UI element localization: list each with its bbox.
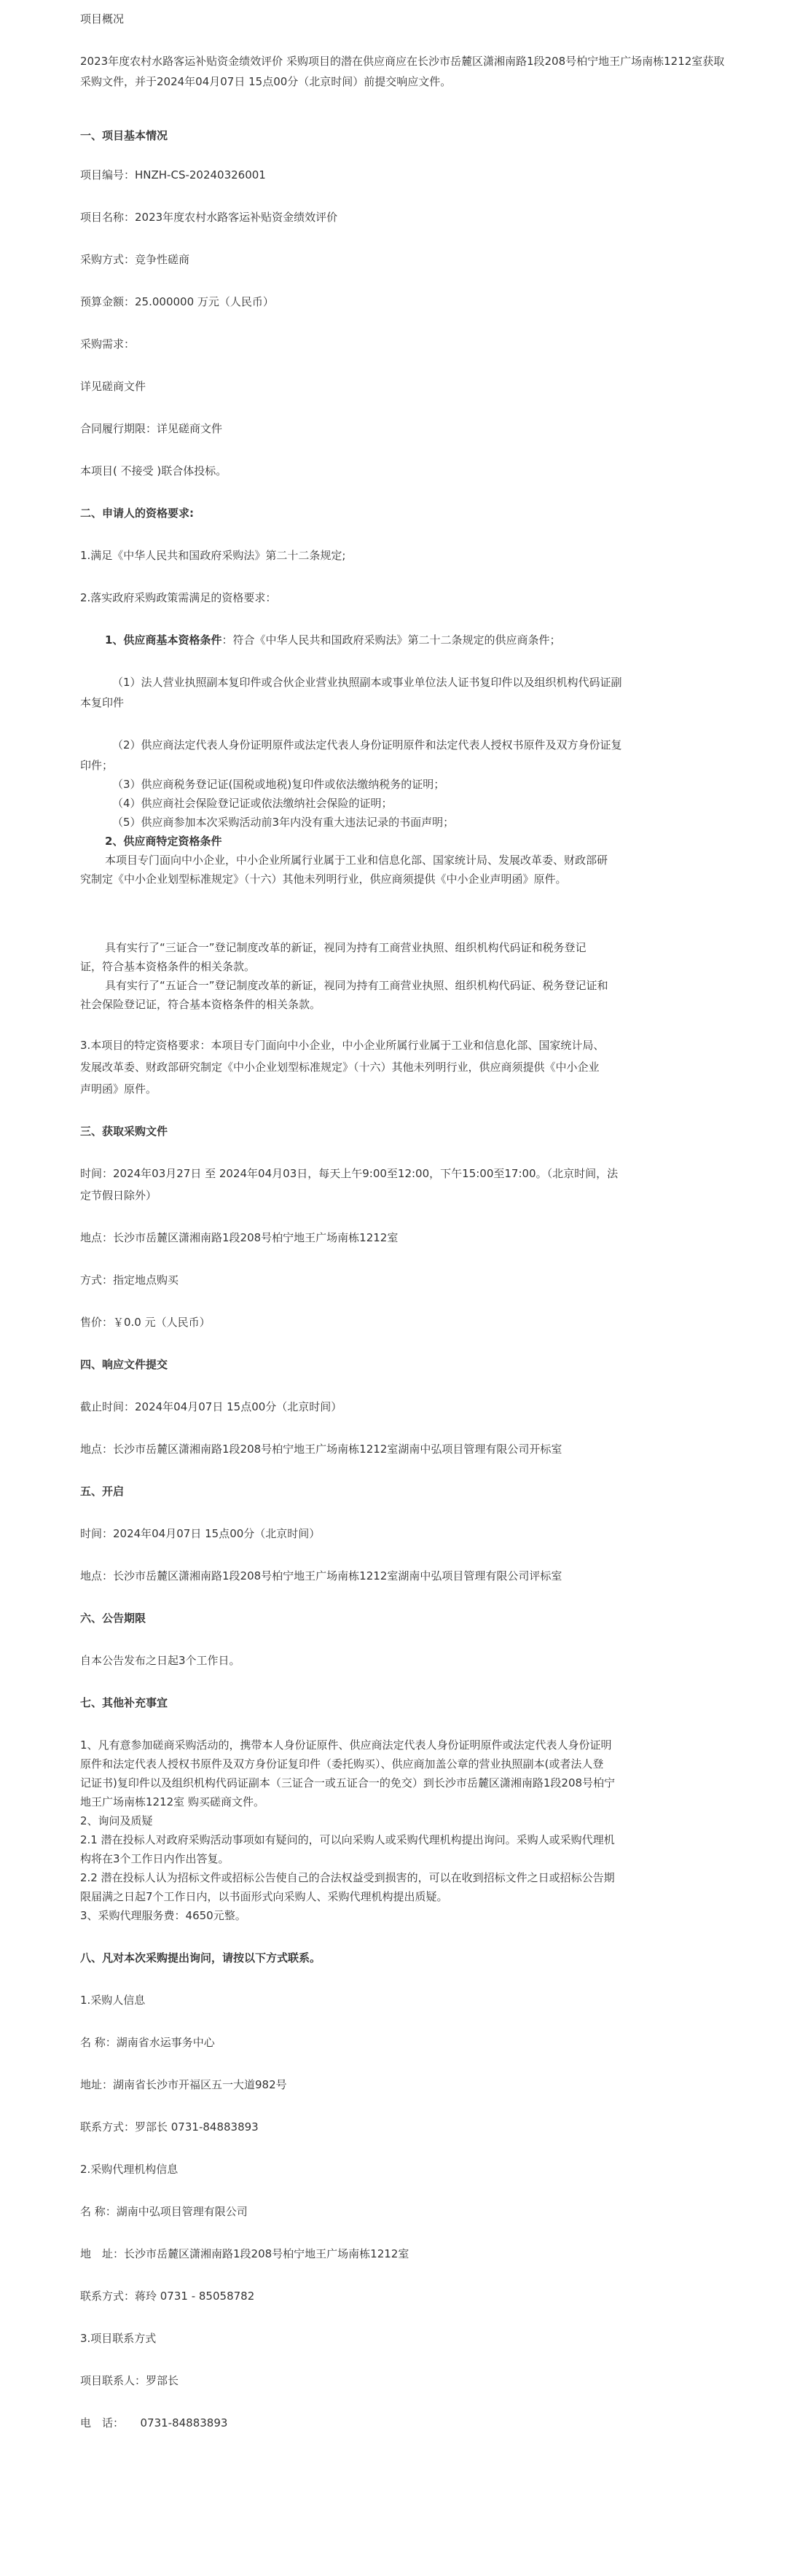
qual-item-2a: （2）供应商法定代表人身份证明原件或法定代表人身份证明原件和法定代表人授权书原件及双方身份证复 bbox=[112, 738, 622, 752]
requirement-1: 1.满足《中华人民共和国政府采购法》第二十二条规定; bbox=[80, 549, 346, 562]
overview-intro: 2023年度农村水路客运补贴资金绩效评价 采购项目的潜在供应商应在长沙市岳麓区潇湘南路1段208号柏宁地王广场南栋1212室获取采购文件，并于2024年04月07日 15点00分（北京时间）前提交响应文件。 bbox=[80, 55, 725, 88]
supplement-2-2b: 限届满之日起7个工作日内，以书面形式向采购人、采购代理机构提出质疑。 bbox=[80, 1890, 448, 1903]
qual-item-2b: 印件； bbox=[80, 759, 114, 772]
buyer-contact: 联系方式：罗部长 0731-84883893 bbox=[80, 2120, 259, 2134]
section2-title: 二、申请人的资格要求: bbox=[80, 507, 194, 520]
basic-qualification bbox=[105, 630, 560, 650]
requirement-2: 2.落实政府采购政策需满足的资格要求： bbox=[80, 591, 277, 604]
supplement-2-1a: 2.1 潜在投标人对政府采购活动事项如有疑问的，可以向采购人或采购代理机构提出询问。采购人或采购代理机 bbox=[80, 1833, 615, 1846]
section6-title: 六、公告期限 bbox=[80, 1612, 146, 1625]
section7-title: 七、其他补充事宜 bbox=[80, 1696, 168, 1709]
consortium-note: 本项目( 不接受 )联合体投标。 bbox=[80, 464, 227, 477]
five-in-one-a: 具有实行了“五证合一”登记制度改革的新证，视同为持有工商营业执照、组织机构代码证、税务登记证和 bbox=[105, 979, 608, 992]
agent-name: 名 称：湖南中弘项目管理有限公司 bbox=[80, 2205, 248, 2218]
specific-qualification-a: 本项目专门面向中小企业，中小企业所属行业属于工业和信息化部、国家统计局、发展改革委、财政部研 bbox=[105, 854, 608, 867]
project-contact-heading: 3.项目联系方式 bbox=[80, 2332, 157, 2345]
project-contact-phone: 电 话： 0731-84883893 bbox=[80, 2416, 228, 2429]
requirement-3b: 发展改革委、财政部研究制定《中小企业划型标准规定》（十六）其他未列明行业，供应商须提供《中小企业 bbox=[80, 1061, 600, 1074]
agent-contact: 联系方式：蒋玲 0731 - 85058782 bbox=[80, 2290, 255, 2303]
obtain-time-a: 时间：2024年03月27日 至 2024年04月03日，每天上午9:00至12:00，下午15:00至17:00。（北京时间，法 bbox=[80, 1167, 619, 1180]
requirement-3c: 声明函》原件。 bbox=[80, 1082, 157, 1096]
section1-title: 一、项目基本情况 bbox=[80, 129, 168, 142]
specific-qualification-title: 2、供应商特定资格条件 bbox=[105, 835, 222, 848]
section3-title: 三、获取采购文件 bbox=[80, 1125, 168, 1138]
project-name: 项目名称：2023年度农村水路客运补贴资金绩效评价 bbox=[80, 211, 338, 224]
agent-address: 地 址：长沙市岳麓区潇湘南路1段208号柏宁地王广场南栋1212室 bbox=[80, 2247, 409, 2260]
budget-amount: 预算金额：25.000000 万元（人民币） bbox=[80, 295, 274, 308]
supplement-1c: 记证书)复印件以及组织机构代码证副本（三证合一或五证合一的免交）到长沙市岳麓区潇湘南路1段208号柏宁 bbox=[80, 1776, 616, 1789]
section4-title: 四、响应文件提交 bbox=[80, 1358, 168, 1371]
supplement-1d: 地王广场南栋1212室 购买磋商文件。 bbox=[80, 1795, 264, 1808]
announcement-period: 自本公告发布之日起3个工作日。 bbox=[80, 1654, 240, 1667]
project-contact-person: 项目联系人：罗部长 bbox=[80, 2374, 179, 2387]
buyer-address: 地址：湖南省长沙市开福区五一大道982号 bbox=[80, 2078, 287, 2091]
supplement-1b: 原件和法定代表人授权书原件及双方身份证复印件（委托购买）、供应商加盖公章的营业执照副本(或者法人登 bbox=[80, 1757, 604, 1771]
five-in-one-b: 社会保险登记证，符合基本资格条件的相关条款。 bbox=[80, 998, 321, 1011]
obtain-place: 地点：长沙市岳麓区潇湘南路1段208号柏宁地王广场南栋1212室 bbox=[80, 1231, 399, 1244]
opening-place: 地点：长沙市岳麓区潇湘南路1段208号柏宁地王广场南栋1212室湖南中弘项目管理有限公司评标室 bbox=[80, 1569, 562, 1582]
basic-qualification-label: 1、供应商基本资格条件 bbox=[105, 633, 222, 647]
requirement-3a: 3.本项目的特定资格要求：本项目专门面向中小企业，中小企业所属行业属于工业和信息化部、国家统计局、 bbox=[80, 1039, 605, 1052]
obtain-price: 售价：￥0.0 元（人民币） bbox=[80, 1316, 211, 1329]
buyer-heading: 1.采购人信息 bbox=[80, 1994, 146, 2007]
procurement-method: 采购方式：竞争性磋商 bbox=[80, 253, 190, 266]
specific-qualification-b: 究制定《中小企业划型标准规定》（十六）其他未列明行业，供应商须提供《中小企业声明函》原件。 bbox=[80, 873, 567, 886]
qual-item-1a: （1）法人营业执照副本复印件或合伙企业营业执照副本或事业单位法人证书复印件以及组织机构代码证副 bbox=[112, 676, 622, 689]
procurement-demand: 采购需求： bbox=[80, 337, 136, 351]
overview-heading: 项目概况 bbox=[80, 12, 125, 26]
supplement-2: 2、询问及质疑 bbox=[80, 1814, 153, 1827]
qual-item-5: （5）供应商参加本次采购活动前3年内没有重大违法记录的书面声明； bbox=[112, 816, 455, 829]
buyer-name: 名 称：湖南省水运事务中心 bbox=[80, 2036, 215, 2049]
section5-title: 五、开启 bbox=[80, 1485, 125, 1498]
supplement-3: 3、采购代理服务费：4650元整。 bbox=[80, 1909, 246, 1922]
contract-period: 合同履行期限：详见磋商文件 bbox=[80, 422, 223, 435]
opening-time: 时间：2024年04月07日 15点00分（北京时间） bbox=[80, 1527, 321, 1540]
demand-detail: 详见磋商文件 bbox=[80, 380, 146, 393]
supplement-2-1b: 构将在3个工作日内作出答复。 bbox=[80, 1852, 230, 1865]
section8-title: 八、凡对本次采购提出询问，请按以下方式联系。 bbox=[80, 1951, 321, 1964]
qual-item-4: （4）供应商社会保险登记证或依法缴纳社会保险的证明； bbox=[112, 797, 393, 810]
supplement-2-2a: 2.2 潜在投标人认为招标文件或招标公告使自己的合法权益受到损害的，可以在收到招标文件之日或招标公告期 bbox=[80, 1871, 615, 1884]
obtain-time-b: 定节假日除外） bbox=[80, 1189, 157, 1202]
three-in-one-a: 具有实行了“三证合一”登记制度改革的新证，视同为持有工商营业执照、组织机构代码证和税务登记 bbox=[105, 941, 587, 954]
three-in-one-b: 证，符合基本资格条件的相关条款。 bbox=[80, 960, 256, 973]
qual-item-3: （3）供应商税务登记证(国税或地税)复印件或依法缴纳税务的证明； bbox=[112, 778, 445, 791]
project-number: 项目编号：HNZH-CS-20240326001 bbox=[80, 168, 266, 182]
obtain-way: 方式：指定地点购买 bbox=[80, 1273, 179, 1287]
agent-heading: 2.采购代理机构信息 bbox=[80, 2163, 179, 2176]
submission-deadline: 截止时间：2024年04月07日 15点00分（北京时间） bbox=[80, 1400, 342, 1413]
basic-qualification-text: ：符合《中华人民共和国政府采购法》第二十二条规定的供应商条件； bbox=[221, 633, 561, 647]
submission-place: 地点：长沙市岳麓区潇湘南路1段208号柏宁地王广场南栋1212室湖南中弘项目管理有限公司开标室 bbox=[80, 1443, 562, 1456]
qual-item-1b: 本复印件 bbox=[80, 696, 125, 709]
supplement-1a: 1、凡有意参加磋商采购活动的，携带本人身份证原件、供应商法定代表人身份证明原件或法定代表人身份证明 bbox=[80, 1738, 612, 1752]
